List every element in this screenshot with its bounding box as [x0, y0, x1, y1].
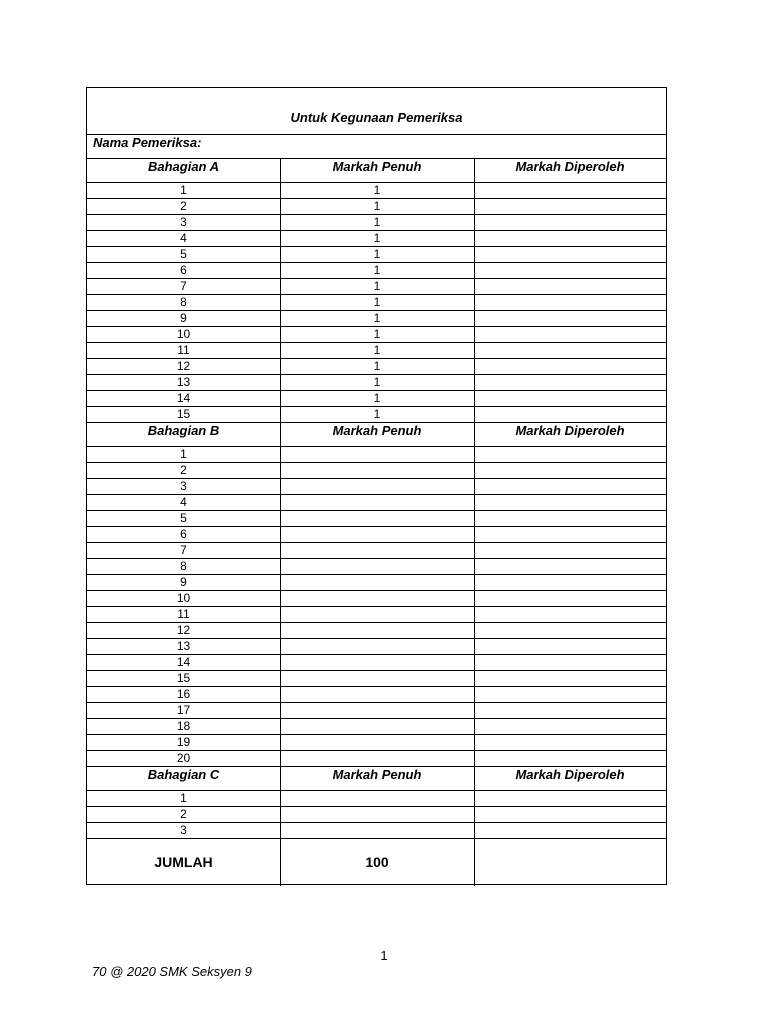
column-divider: [280, 198, 281, 214]
column-divider: [280, 358, 281, 374]
column-divider: [474, 262, 475, 278]
column-divider: [474, 806, 475, 822]
column-divider: [474, 606, 475, 622]
table-cell: 8: [180, 295, 187, 309]
column-divider: [474, 390, 475, 406]
table-cell: 1: [373, 295, 381, 309]
column-divider: [474, 822, 475, 838]
table-cell: 8: [180, 559, 187, 573]
table-cell: 1: [180, 447, 187, 461]
column-divider: [474, 246, 475, 262]
column-divider: [280, 718, 281, 734]
column-divider: [280, 406, 281, 422]
table-cell: 4: [180, 231, 187, 245]
column-divider: [280, 158, 281, 182]
column-divider: [474, 670, 475, 686]
column-divider: [474, 422, 475, 446]
column-divider: [474, 358, 475, 374]
column-divider: [474, 182, 475, 198]
column-divider: [474, 686, 475, 702]
table-cell: 2: [180, 807, 187, 821]
table-cell: 7: [180, 279, 187, 293]
column-divider: [280, 342, 281, 358]
column-divider: [474, 510, 475, 526]
column-divider: [474, 462, 475, 478]
column-divider: [280, 558, 281, 574]
column-divider: [280, 510, 281, 526]
table-cell: 3: [180, 823, 187, 837]
table-cell: 10: [176, 327, 191, 341]
column-divider: [280, 526, 281, 542]
column-divider: [280, 374, 281, 390]
column-divider: [280, 478, 281, 494]
column-divider: [280, 422, 281, 446]
column-divider: [280, 622, 281, 638]
row-divider: [87, 838, 666, 839]
column-divider: [474, 654, 475, 670]
column-divider: [280, 182, 281, 198]
table-cell: 15: [176, 671, 191, 685]
column-divider: [280, 542, 281, 558]
column-divider: [474, 478, 475, 494]
column-divider: [474, 446, 475, 462]
table-cell: 1: [373, 311, 381, 325]
column-divider: [474, 342, 475, 358]
table-cell: 19: [176, 735, 191, 749]
column-divider: [280, 494, 281, 510]
section-header-cell: Bahagian C: [147, 767, 220, 782]
column-divider: [474, 638, 475, 654]
table-cell: 1: [373, 199, 381, 213]
column-divider: [280, 590, 281, 606]
table-cell: 14: [176, 391, 191, 405]
table-cell: 14: [176, 655, 191, 669]
table-cell: 6: [180, 263, 187, 277]
section-header-cell: Bahagian B: [147, 423, 220, 438]
column-divider: [280, 462, 281, 478]
table-cell: 17: [176, 703, 191, 717]
table-cell: 4: [180, 495, 187, 509]
column-divider: [474, 494, 475, 510]
column-divider: [474, 702, 475, 718]
column-divider: [474, 278, 475, 294]
table-cell: 1: [180, 183, 187, 197]
column-divider: [474, 558, 475, 574]
column-divider: [280, 670, 281, 686]
table-cell: 3: [180, 215, 187, 229]
column-divider: [280, 806, 281, 822]
column-divider: [280, 686, 281, 702]
column-divider: [280, 790, 281, 806]
column-divider: [474, 310, 475, 326]
table-cell: 13: [176, 639, 191, 653]
section-header-cell: Markah Penuh: [332, 767, 422, 782]
column-divider: [280, 574, 281, 590]
total-full-marks: 100: [365, 854, 389, 870]
section-header-cell: Markah Diperoleh: [515, 159, 625, 174]
table-cell: 1: [373, 279, 381, 293]
table-title: Untuk Kegunaan Pemeriksa: [290, 110, 463, 125]
column-divider: [474, 198, 475, 214]
table-cell: 1: [373, 263, 381, 277]
table-cell: 1: [373, 359, 381, 373]
column-divider: [474, 718, 475, 734]
column-divider: [280, 606, 281, 622]
column-divider: [474, 214, 475, 230]
section-header-cell: Markah Penuh: [332, 159, 422, 174]
column-divider: [474, 230, 475, 246]
column-divider: [280, 278, 281, 294]
column-divider: [280, 766, 281, 790]
table-cell: 15: [176, 407, 191, 421]
column-divider: [280, 262, 281, 278]
column-divider: [280, 702, 281, 718]
column-divider: [474, 526, 475, 542]
column-divider: [280, 734, 281, 750]
total-label: JUMLAH: [154, 854, 213, 870]
column-divider: [474, 734, 475, 750]
column-divider: [474, 590, 475, 606]
section-header-cell: Markah Diperoleh: [515, 767, 625, 782]
column-divider: [280, 214, 281, 230]
column-divider: [474, 158, 475, 182]
column-divider: [280, 750, 281, 766]
table-cell: 7: [180, 543, 187, 557]
table-cell: 11: [177, 607, 190, 621]
table-cell: 12: [176, 359, 191, 373]
column-divider: [474, 750, 475, 766]
column-divider: [280, 390, 281, 406]
column-divider: [280, 822, 281, 838]
column-divider: [280, 230, 281, 246]
section-header-cell: Markah Penuh: [332, 423, 422, 438]
table-cell: 1: [373, 407, 381, 421]
table-cell: 6: [180, 527, 187, 541]
table-cell: 1: [373, 247, 381, 261]
column-divider: [280, 246, 281, 262]
table-cell: 1: [373, 391, 381, 405]
examiner-name-label: Nama Pemeriksa:: [93, 135, 202, 150]
column-divider: [474, 542, 475, 558]
table-cell: 2: [180, 199, 187, 213]
table-cell: 9: [180, 311, 187, 325]
section-header-cell: Bahagian A: [147, 159, 220, 174]
table-cell: 5: [180, 511, 187, 525]
table-cell: 5: [180, 247, 187, 261]
table-cell: 3: [180, 479, 187, 493]
table-cell: 1: [373, 375, 381, 389]
section-header-cell: Markah Diperoleh: [515, 423, 625, 438]
column-divider: [280, 654, 281, 670]
column-divider: [280, 838, 281, 886]
table-cell: 1: [373, 343, 381, 357]
table-cell: 10: [176, 591, 191, 605]
column-divider: [474, 838, 475, 886]
table-cell: 1: [373, 183, 381, 197]
table-cell: 13: [176, 375, 191, 389]
column-divider: [280, 326, 281, 342]
table-cell: 11: [177, 343, 190, 357]
column-divider: [280, 638, 281, 654]
table-cell: 1: [373, 215, 381, 229]
footer-text: 70 @ 2020 SMK Seksyen 9: [92, 964, 252, 979]
table-cell: 2: [180, 463, 187, 477]
table-cell: 12: [176, 623, 191, 637]
examiner-marks-table: [86, 87, 667, 885]
column-divider: [280, 446, 281, 462]
column-divider: [280, 310, 281, 326]
column-divider: [474, 574, 475, 590]
column-divider: [474, 406, 475, 422]
table-cell: 1: [180, 791, 187, 805]
column-divider: [474, 790, 475, 806]
page-number: 1: [380, 948, 388, 963]
table-cell: 20: [176, 751, 191, 765]
column-divider: [474, 294, 475, 310]
table-cell: 1: [373, 327, 381, 341]
column-divider: [280, 294, 281, 310]
column-divider: [474, 326, 475, 342]
column-divider: [474, 374, 475, 390]
table-cell: 9: [180, 575, 187, 589]
column-divider: [474, 622, 475, 638]
table-cell: 16: [176, 687, 191, 701]
table-cell: 1: [373, 231, 381, 245]
table-cell: 18: [176, 719, 191, 733]
column-divider: [474, 766, 475, 790]
